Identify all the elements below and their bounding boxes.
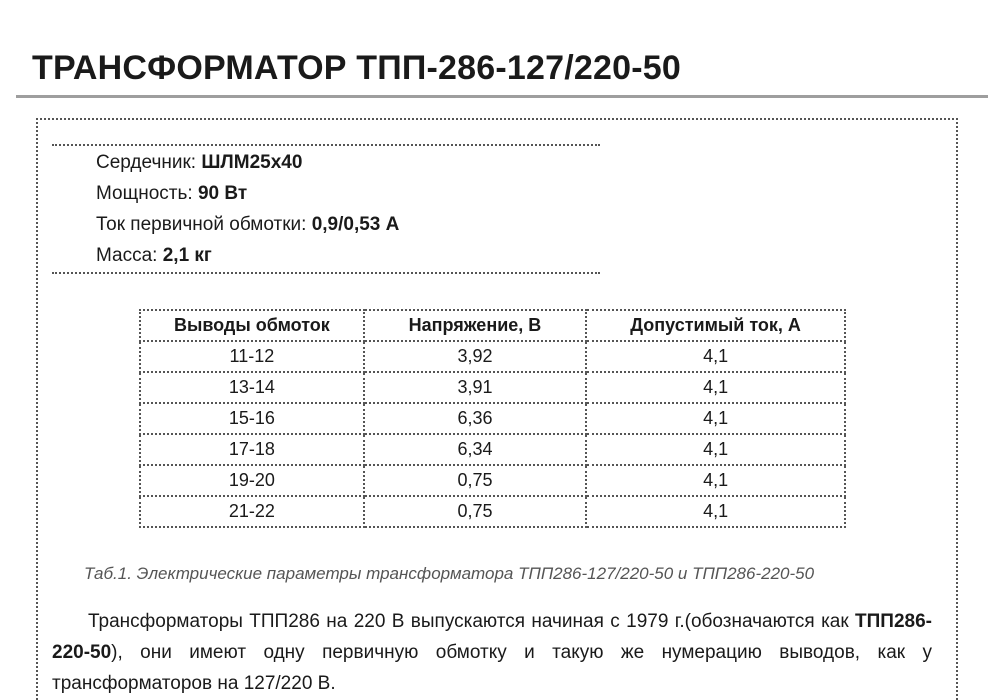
cell-voltage: 6,36 (364, 403, 586, 434)
cell-current: 4,1 (586, 496, 845, 527)
spec-core-value: ШЛМ25х40 (201, 152, 303, 173)
cell-current: 4,1 (586, 434, 845, 465)
spec-power-value: 90 Вт (197, 183, 248, 204)
table-row (140, 341, 845, 372)
page-title: ТРАНСФОРМАТОР ТПП-286-127/220-50 (32, 49, 681, 87)
table-row (140, 496, 845, 527)
spec-mass (96, 243, 212, 269)
spec-core-label: Сердечник: (96, 152, 202, 173)
cell-voltage: 0,75 (364, 465, 586, 496)
parameters-table (139, 309, 846, 528)
cell-voltage: 6,34 (364, 434, 586, 465)
spec-core (96, 150, 302, 176)
cell-current: 4,1 (586, 465, 845, 496)
body-paragraph (52, 606, 932, 699)
cell-current: 4,1 (586, 372, 845, 403)
spec-primary-current-value: 0,9/0,53 А (311, 214, 400, 235)
cell-terminals: 21-22 (140, 496, 364, 527)
specs-block (52, 144, 600, 274)
paragraph-text-1: Трансформаторы ТПП286 на 220 В выпускаются начиная с 1979 г.(обозначаются как (88, 611, 856, 632)
cell-terminals: 17-18 (140, 434, 364, 465)
table-row (140, 465, 845, 496)
cell-current: 4,1 (586, 403, 845, 434)
table-row (140, 434, 845, 465)
spec-mass-label: Масса: (96, 245, 163, 266)
spec-power-label: Мощность: (96, 183, 198, 204)
cell-terminals: 15-16 (140, 403, 364, 434)
paragraph-text-2: ), они имеют одну первичную обмотку и такую же нумерацию выводов, как у трансформаторов на 127/220 В. (52, 642, 932, 694)
header-voltage: Напряжение, В (364, 310, 586, 341)
spec-mass-value: 2,1 кг (162, 245, 212, 266)
cell-voltage: 3,92 (364, 341, 586, 372)
spec-primary-current-label: Ток первичной обмотки: (96, 214, 312, 235)
table-header-row (140, 310, 845, 341)
cell-voltage: 3,91 (364, 372, 586, 403)
table-row (140, 372, 845, 403)
spec-primary-current (96, 212, 399, 238)
paragraph-model-name: ТПП286-220-50 (52, 611, 932, 663)
cell-voltage: 0,75 (364, 496, 586, 527)
cell-terminals: 11-12 (140, 341, 364, 372)
cell-current: 4,1 (586, 341, 845, 372)
table-row (140, 403, 845, 434)
header-terminals: Выводы обмоток (140, 310, 364, 341)
cell-terminals: 13-14 (140, 372, 364, 403)
header-current: Допустимый ток, А (586, 310, 845, 341)
cell-terminals: 19-20 (140, 465, 364, 496)
spec-power (96, 181, 247, 207)
title-divider (16, 95, 988, 98)
table-caption: Таб.1. Электрические параметры трансформатора ТПП286-127/220-50 и ТПП286-220-50 (84, 564, 815, 583)
